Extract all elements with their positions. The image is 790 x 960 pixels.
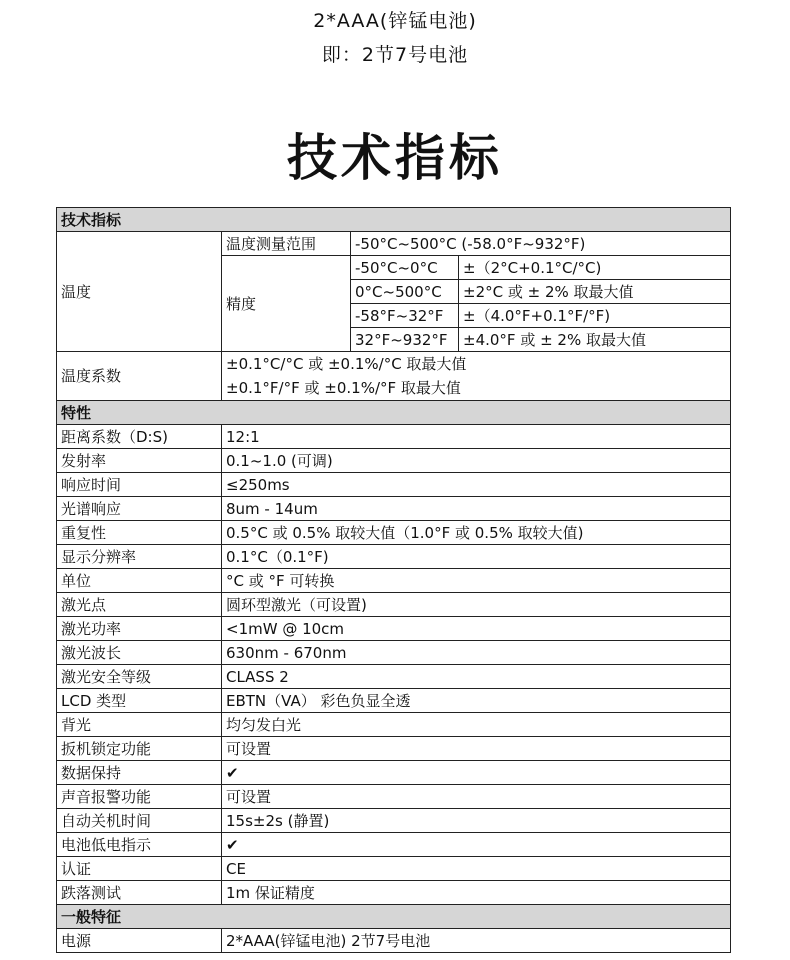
accuracy-range: 0°C~500°C <box>351 280 459 304</box>
spec-key: 数据保持 <box>57 761 222 785</box>
spec-key: 认证 <box>57 857 222 881</box>
battery-spec-line-cn: 即：2节7号电池 <box>321 44 469 66</box>
spec-value: ✔ <box>222 833 731 857</box>
section-header-spec <box>57 208 731 232</box>
table-row <box>57 689 731 713</box>
table-row <box>57 232 731 256</box>
table-row <box>57 569 731 593</box>
accuracy-value: ±（2°C+0.1°C/°C) <box>459 256 731 280</box>
spec-value: 圆环型激光（可设置) <box>222 593 731 617</box>
spec-value: 可设置 <box>222 737 731 761</box>
spec-key: 自动关机时间 <box>57 809 222 833</box>
spec-key: 激光波长 <box>57 641 222 665</box>
table-row <box>57 593 731 617</box>
section-title: 特性 <box>57 401 731 425</box>
spec-value: °C 或 °F 可转换 <box>222 569 731 593</box>
section-header-general <box>57 905 731 929</box>
battery-spec-line: 2*AAA(锌锰电池) <box>313 10 477 32</box>
spec-key: 单位 <box>57 569 222 593</box>
table-row <box>57 761 731 785</box>
accuracy-value: ±（4.0°F+0.1°F/°F) <box>459 304 731 328</box>
spec-value: 1m 保证精度 <box>222 881 731 905</box>
section-title: 一般特征 <box>57 905 731 929</box>
spec-key: 距离系数（D:S) <box>57 425 222 449</box>
table-row <box>57 929 731 953</box>
spec-key: 重复性 <box>57 521 222 545</box>
table-row <box>57 521 731 545</box>
table-row <box>57 665 731 689</box>
spec-key: 电源 <box>57 929 222 953</box>
table-row <box>57 785 731 809</box>
spec-value: 12:1 <box>222 425 731 449</box>
section-title: 技术指标 <box>57 208 731 232</box>
spec-key: 显示分辨率 <box>57 545 222 569</box>
table-row <box>57 641 731 665</box>
spec-key: 激光安全等级 <box>57 665 222 689</box>
spec-value: 0.1~1.0 (可调) <box>222 449 731 473</box>
coefficient-label: 温度系数 <box>57 352 222 401</box>
spec-value: 0.5°C 或 0.5% 取较大值（1.0°F 或 0.5% 取较大值) <box>222 521 731 545</box>
spec-key: 激光功率 <box>57 617 222 641</box>
accuracy-range: 32°F~932°F <box>351 328 459 352</box>
spec-key: 背光 <box>57 713 222 737</box>
spec-value: CLASS 2 <box>222 665 731 689</box>
table-row <box>57 881 731 905</box>
spec-key: 电池低电指示 <box>57 833 222 857</box>
table-row <box>57 857 731 881</box>
coefficient-line-f: ±0.1°F/°F 或 ±0.1%/°F 取最大值 <box>226 379 461 397</box>
section-header-features <box>57 401 731 425</box>
spec-key: 响应时间 <box>57 473 222 497</box>
spec-key: 发射率 <box>57 449 222 473</box>
spec-key: 激光点 <box>57 593 222 617</box>
spec-value: 均匀发白光 <box>222 713 731 737</box>
spec-key: 扳机锁定功能 <box>57 737 222 761</box>
spec-value: ✔ <box>222 761 731 785</box>
table-row <box>57 833 731 857</box>
accuracy-range: -50°C~0°C <box>351 256 459 280</box>
spec-key: LCD 类型 <box>57 689 222 713</box>
temperature-label: 温度 <box>57 232 222 352</box>
spec-table <box>56 207 731 953</box>
spec-value: CE <box>222 857 731 881</box>
table-row <box>57 473 731 497</box>
range-label: 温度测量范围 <box>222 232 351 256</box>
spec-value: ≤250ms <box>222 473 731 497</box>
table-row <box>57 545 731 569</box>
coefficient-line-c: ±0.1°C/°C 或 ±0.1%/°C 取最大值 <box>226 355 467 373</box>
spec-value: 15s±2s (静置) <box>222 809 731 833</box>
table-row <box>57 352 731 401</box>
page-title: 技术指标 <box>287 129 503 187</box>
spec-value: 2*AAA(锌锰电池) 2节7号电池 <box>222 929 731 953</box>
spec-value: 0.1°C（0.1°F) <box>222 545 731 569</box>
table-row <box>57 497 731 521</box>
table-row <box>57 809 731 833</box>
spec-key: 声音报警功能 <box>57 785 222 809</box>
accuracy-value: ±2°C 或 ± 2% 取最大值 <box>459 280 731 304</box>
table-row <box>57 425 731 449</box>
spec-value: 8um - 14um <box>222 497 731 521</box>
spec-value: 可设置 <box>222 785 731 809</box>
spec-value: EBTN（VA） 彩色负显全透 <box>222 689 731 713</box>
table-row <box>57 449 731 473</box>
range-value: -50°C~500°C (-58.0°F~932°F) <box>351 232 731 256</box>
accuracy-range: -58°F~32°F <box>351 304 459 328</box>
spec-key: 光谱响应 <box>57 497 222 521</box>
table-row <box>57 617 731 641</box>
accuracy-value: ±4.0°F 或 ± 2% 取最大值 <box>459 328 731 352</box>
table-row <box>57 737 731 761</box>
table-row <box>57 713 731 737</box>
coefficient-value <box>222 352 731 401</box>
spec-key: 跌落测试 <box>57 881 222 905</box>
spec-value: 630nm - 670nm <box>222 641 731 665</box>
spec-value: <1mW @ 10cm <box>222 617 731 641</box>
accuracy-label: 精度 <box>222 256 351 352</box>
